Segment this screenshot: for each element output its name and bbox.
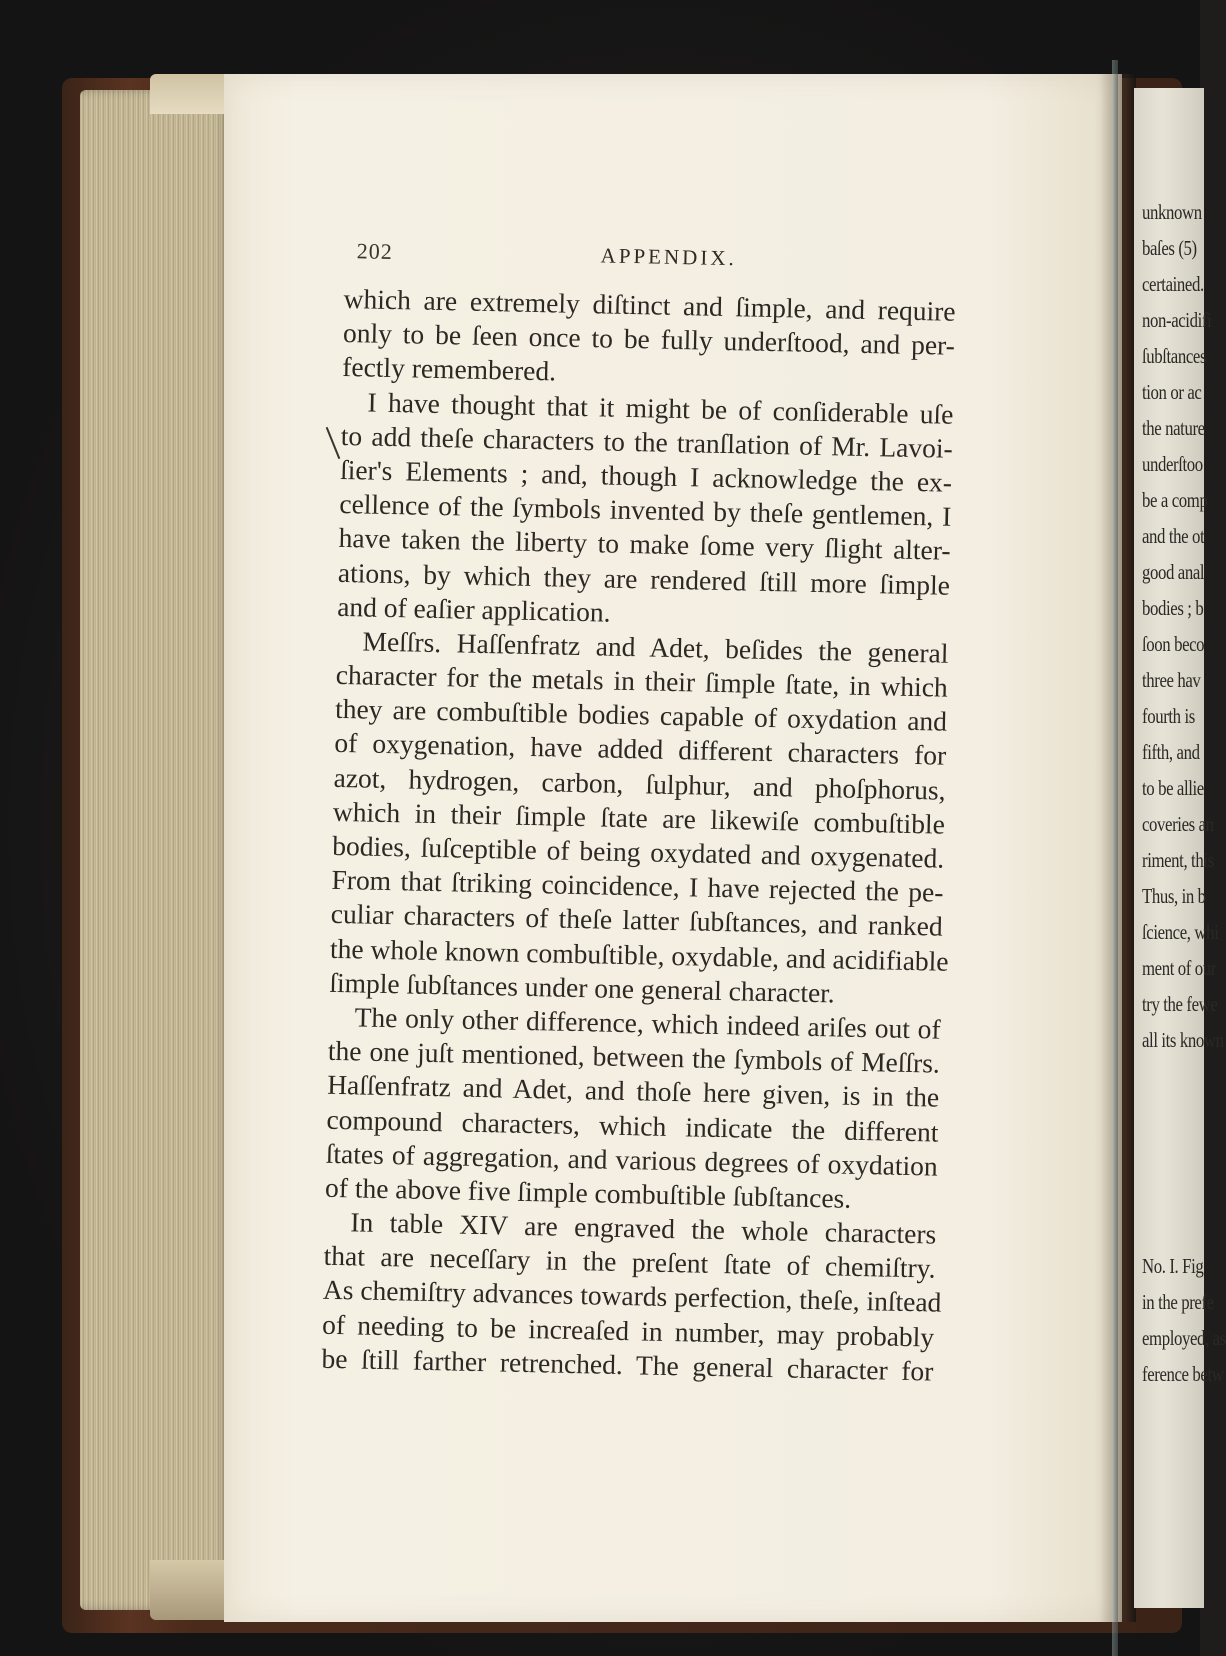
text-line: be ſtill farther retrenched. The general character for: [321, 1342, 934, 1387]
text-line: and of eaſier application.: [336, 590, 611, 628]
text-line: to add theſe characters to the tranſlation of Mr. Lavoi-: [340, 419, 954, 464]
text-line: compound characters, which indicate the different: [326, 1103, 939, 1148]
facing-text-line: in the prefe: [1142, 1290, 1214, 1314]
text-line: of oxygenation, have added different characters for: [334, 727, 947, 772]
facing-text-line: three hav: [1142, 668, 1201, 692]
facing-text-line: fifth, and: [1142, 740, 1200, 764]
text-line: which in their ſimple ſtate are likewiſe combuſtible: [332, 795, 946, 840]
text-line: ations, by which they are rendered ſtill more ſimple: [337, 556, 951, 601]
text-line: culiar characters of theſe latter ſubſtances, and ranked: [330, 898, 944, 943]
text-line: In table XIV are engraved the whole characters: [350, 1206, 937, 1250]
facing-text-line: certained.: [1142, 272, 1204, 296]
facing-page: [1134, 88, 1226, 1608]
text-line: they are combuſtible bodies capable of oxydation and: [334, 693, 948, 737]
facing-text-line: be a comp: [1142, 488, 1208, 512]
text-line: ſtates of aggregation, and various degrees of oxydation: [325, 1137, 939, 1182]
gutter-shadow: [1100, 74, 1136, 1622]
text-line: ſimple ſubſtances under one general character.: [329, 966, 836, 1009]
running-head-title: APPENDIX.: [600, 243, 738, 271]
facing-text-line: the nature: [1142, 416, 1205, 440]
facing-text-line: good anal: [1142, 560, 1205, 584]
text-line: ſier's Elements ; and, though I acknowledge the ex-: [339, 453, 953, 498]
facing-text-line: ment of our: [1142, 956, 1216, 980]
text-line: that are neceſſary in the preſent ſtate of chemiſtry.: [323, 1240, 936, 1284]
text-line: of needing to be increaſed in number, may probably: [321, 1308, 935, 1353]
text-line: Meſſrs. Haſſenfratz and Adet, beſides the general: [362, 625, 949, 669]
facing-text-line: unknown: [1142, 200, 1202, 224]
facing-text-line: and the ot: [1142, 524, 1205, 548]
facing-text-line: ſubſtances: [1142, 344, 1207, 368]
text-line: character for the metals in their ſimple ſtate, in which: [335, 658, 949, 703]
text-line: the one juſt mentioned, between the ſymbols of Meſſrs.: [327, 1034, 941, 1079]
text-line: I have thought that it might be of conſiderable uſe: [367, 386, 954, 430]
facing-text-line: No. I. Fig: [1142, 1254, 1204, 1278]
text-line: The only other difference, which indeed ariſes out of: [354, 1001, 941, 1045]
text-line: have taken the liberty to make ſome very ſlight alter-: [338, 522, 951, 567]
body-text: [321, 282, 1014, 1390]
facing-text-line: try the fewe: [1142, 992, 1218, 1016]
facing-text-line: baſes (5): [1142, 236, 1197, 260]
page-edges-bottom: [150, 1560, 230, 1620]
text-line: only to be ſeen once to be fully underſtood, and per-: [342, 317, 956, 361]
page-edges-top: [150, 74, 230, 114]
facing-text-line: fourth is: [1142, 704, 1195, 728]
facing-text-line: tion or ac: [1142, 380, 1202, 404]
page-number: 202: [356, 238, 393, 264]
text-line: fectly remembered.: [341, 351, 557, 387]
facing-text-line: ſcience, whi: [1142, 920, 1219, 944]
facing-text-line: underſtoo: [1142, 452, 1203, 476]
facing-text-line: ſoon beco: [1142, 632, 1205, 656]
facing-text-line: bodies ; b: [1142, 596, 1204, 620]
text-line: cellence of the ſymbols invented by theſe gentlemen, I: [339, 488, 952, 532]
page-text: [320, 238, 1015, 1432]
text-line: which are extremely diſtinct and ſimple, and require: [343, 282, 956, 327]
facing-text-line: to be allie: [1142, 776, 1204, 800]
facing-text-line: Thus, in b: [1142, 884, 1206, 908]
facing-text-line: non-acidifi: [1142, 308, 1212, 332]
facing-text-line: ference betw: [1142, 1362, 1224, 1386]
facing-text-line: employed, as: [1142, 1326, 1226, 1350]
text-line: As chemiſtry advances towards perfection, theſe, inſtead: [322, 1274, 942, 1319]
text-line: bodies, ſuſceptible of being oxydated and oxygenated.: [331, 829, 945, 874]
facing-text-line: coveries an: [1142, 812, 1214, 836]
text-line: the whole known combuſtible, oxydable, and acidifiable: [329, 932, 949, 977]
facing-text-line: all its known: [1142, 1028, 1224, 1052]
glass-plate-edge: [1112, 60, 1118, 1656]
page-edges: [80, 90, 230, 1610]
text-line: of the above five ſimple combuſtible ſubſtances.: [324, 1171, 852, 1214]
text-line: Haſſenfratz and Adet, and thoſe here given, is in the: [326, 1069, 940, 1113]
facing-text-line: riment, this: [1142, 848, 1214, 872]
text-line: From that ſtriking coincidence, I have rejected the pe-: [331, 864, 944, 908]
text-line: azot, hydrogen, carbon, ſulphur, and phoſphorus,: [333, 761, 946, 806]
